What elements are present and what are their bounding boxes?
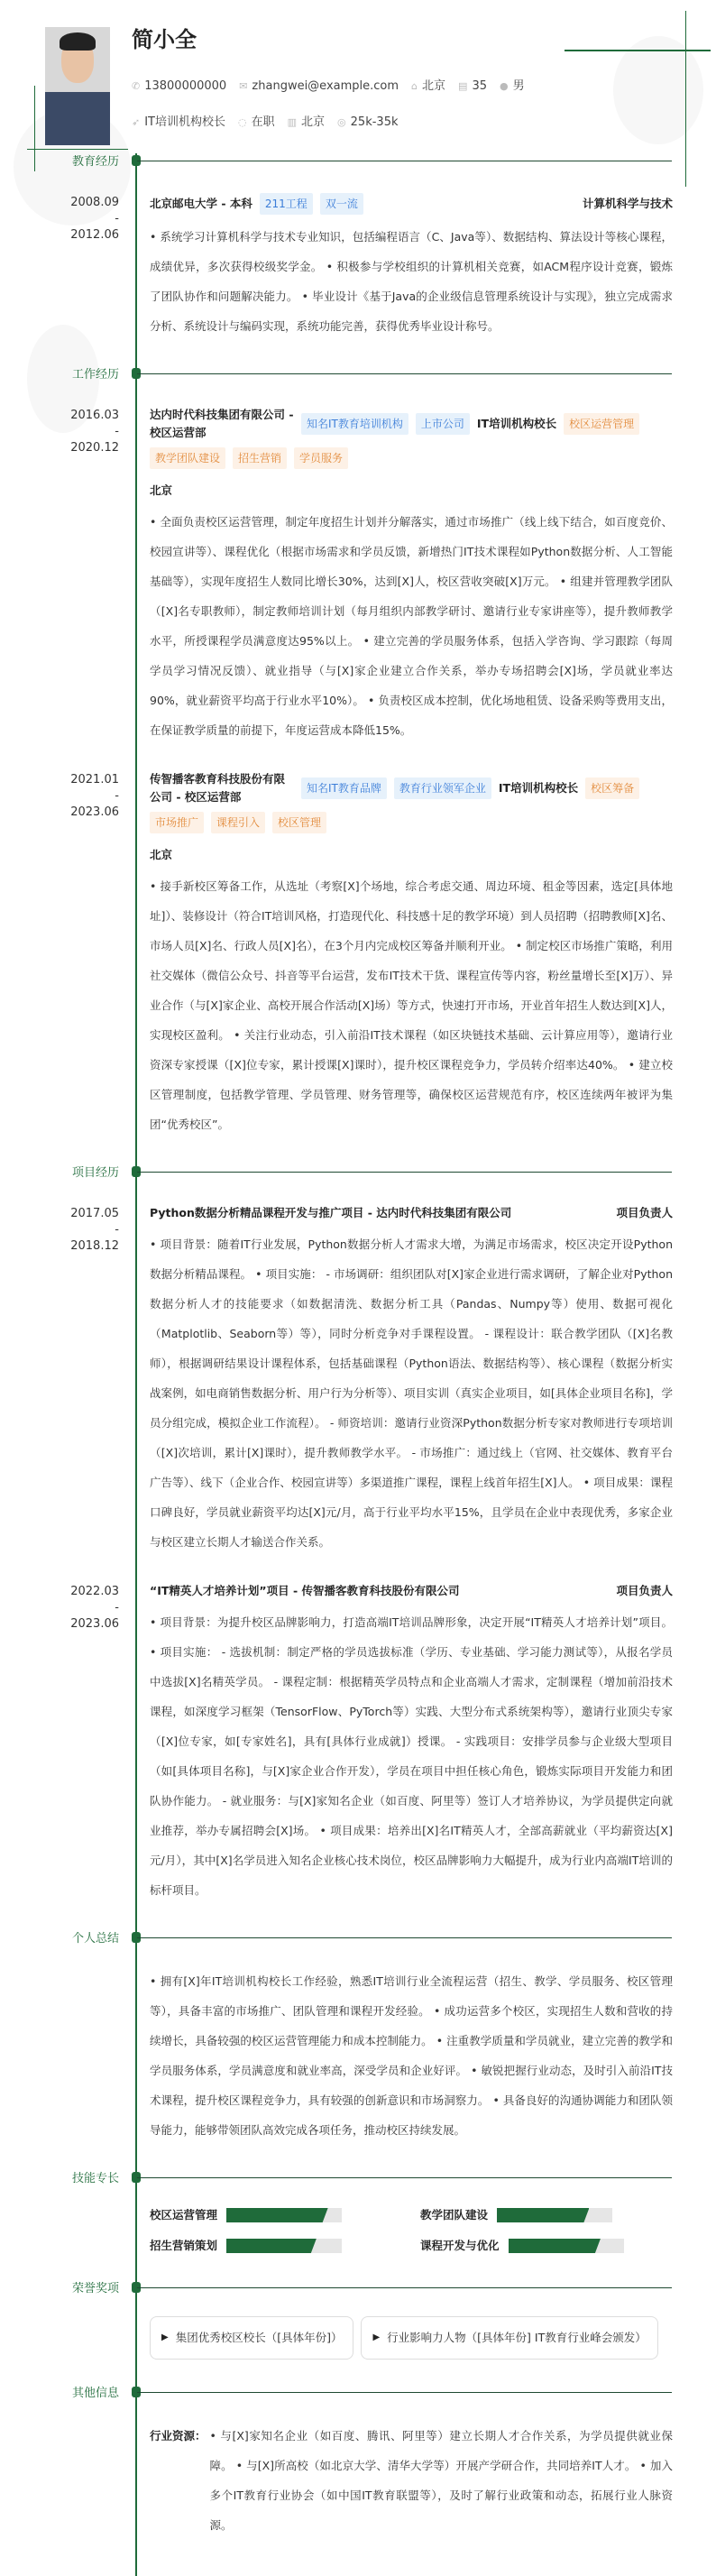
section-title: 教育经历 <box>71 155 119 169</box>
section-title: 项目经历 <box>71 1166 119 1180</box>
candidate-name: 简小全 <box>132 27 197 52</box>
section-title: 荣誉奖项 <box>71 2282 119 2295</box>
section-projects <box>0 1164 716 1179</box>
gender-icon: ● <box>500 80 509 92</box>
skill-bar <box>509 2239 624 2253</box>
contact-row <box>132 78 673 96</box>
description: • 项目背景：随着IT行业发展，Python数据分析人才需求大增，为满足市场需求，校区决定开设Python数据分析精品课程。 • 项目实施： - 市场调研：组织团队对[X]家企业进行需求调研，了解企业对Python数据分析人才的技能要求（如数据清洗、数据分析工具（Pandas、Numpy等）使用、数据可视化（Matplotlib、Seaborn等）等），同时分析竞争对手课程设置。 - 课程设计：联合教学团队（[X]名教师），根据调研结果设计课程体系，包括基础课程（Python语法、数据结构等）、核心课程（数据分析实战案例，如电商销售数据分析、用户行为分析等）、项目实训（真实企业项目，如[具体企业项目名称]，学员分组完成，模拟企业工作流程）。 - 师资培训：邀请行业资深Python数据分析专家对教师进行专项培训（[X]次培训，累计[X]课时），提升教师教学水平。 - 市场推广：通过线上（官网、社交媒体、教育平台广告等）、线下（企业合作、校园宣讲等）多渠道推广课程，课程上线首年招生[X]人。 • 项目成果：课程口碑良好，学员就业薪资平均达[X]元/月，高于行业平均水平15%，且学员在企业中表现优秀，多家企业与校区建立长期人才输送合作关系。 <box>150 1237 673 1549</box>
divider <box>137 1937 672 1938</box>
other-text: • 与[X]家知名企业（如百度、腾讯、阿里等）建立长期人才合作关系，为学员提供就业保障。 • 与[X]所高校（如北京大学、清华大学等）开展产学研合作，共同培养IT人才。 • 加入多个IT教育行业协会（如中国IT教育联盟等），及时了解行业政策和动态，拓展行业人脉资源。 <box>209 2429 673 2532</box>
location: 北京 <box>150 483 173 497</box>
section-title: 个人总结 <box>71 1932 119 1946</box>
education-entry <box>0 189 716 341</box>
tag: 教学团队建设 <box>150 447 225 469</box>
role: IT培训机构校长 <box>498 781 579 795</box>
tag: 知名IT教育培训机构 <box>301 413 408 435</box>
project-title: “IT精英人才培养计划”项目 - 传智播客教育科技股份有限公司 <box>150 1584 460 1597</box>
skill-item: 招生营销策划 <box>150 2237 402 2255</box>
award-item: ▶ 行业影响力人物（[具体年份] IT教育行业峰会颁发） <box>361 2316 657 2360</box>
school: 北京邮电大学 - 本科 <box>150 197 252 210</box>
tag: 211工程 <box>260 193 313 215</box>
award-item: ▶ 集团优秀校区校长（[具体年份]） <box>150 2316 353 2360</box>
tag: 市场推广 <box>150 812 204 833</box>
tag: 校区运营管理 <box>564 413 639 435</box>
age: 35 <box>472 79 487 93</box>
skill-item: 校区运营管理 <box>150 2206 402 2224</box>
tag: 校区管理 <box>272 812 326 833</box>
project-role: 项目负责人 <box>616 1206 673 1219</box>
description: • 接手新校区筹备工作，从选址（考察[X]个场地，综合考虑交通、周边环境、租金等因素，选定[具体地址]）、装修设计（符合IT培训风格，打造现代化、科技感十足的教学环境）到人员招聘（招聘教师[X]名、市场人员[X]名、行政人员[X]名），在3个月内完成校区筹备并顺利开业。 • 制定校区市场推广策略，利用社交媒体（微信公众号、抖音等平台运营，发布IT技术干货、课程宣传等内容，粉丝量增长至[X]万）、异业合作（与[X]家企业、高校开展合作活动[X]场）等方式，快速打开市场，开业首年招生人数达到[X]人，实现校区盈利。 • 关注行业动态，引入前沿IT技术课程（如区块链技术基础、云计算应用等），邀请行业资深专家授课（[X]位专家，累计授课[X]课时），提升校区课程竞争力，学员转介绍率达40%。 • 建立校区管理制度，包括教学管理、学员管理、财务管理等，确保校区运营规范有序，校区连续两年被评为集团“优秀校区”。 <box>150 879 673 1131</box>
summary-text: • 拥有[X]年IT培训机构校长工作经验，熟悉IT培训行业全流程运营（招生、教学、学员服务、校区管理等），具备丰富的市场推广、团队管理和课程开发经验。 • 成功运营多个校区，实现招生人数和营收的持续增长，具备较强的校区运营管理能力和成本控制能力。 • 注重教学质量和学员就业，建立完善的教学和学员服务体系，学员满意度和就业率高，深受学员和企业好评。 • 敏锐把握行业动态，及时引入前沿IT技术课程，提升校区课程竞争力，具有较强的创新意识和市场洞察力。 • 具备良好的沟通协调能力和团队领导能力，能够带领团队高效完成各项任务，推动校区持续发展。 <box>150 1974 673 2137</box>
tag: 教育行业领军企业 <box>394 777 491 799</box>
tag: 知名IT教育品牌 <box>301 777 387 799</box>
section-summary <box>0 1930 716 1945</box>
date-range: 2021.01 - 2023.06 <box>70 773 119 819</box>
location: 北京 <box>150 848 173 861</box>
section-education <box>0 153 716 168</box>
city: 北京 <box>422 79 446 93</box>
tag: 上市公司 <box>416 413 470 435</box>
tag: 课程引入 <box>211 812 265 833</box>
description: • 系统学习计算机科学与技术专业知识，包括编程语言（C、Java等）、数据结构、算法设计等核心课程，成绩优异，多次获得校级奖学金。 • 积极参与学校组织的计算机相关竞赛，如ACM程序设计竞赛，锻炼了团队协作和问题解决能力。 • 毕业设计《基于Java的企业级信息管理系统设计与实现》，独立完成需求分析、系统设计与编码实现，系统功能完善，获得优秀毕业设计称号。 <box>150 230 673 333</box>
project-entry <box>0 1201 716 1557</box>
send-icon: ➶ <box>132 116 141 128</box>
profile-header <box>132 25 673 153</box>
description: • 全面负责校区运营管理，制定年度招生计划并分解落实，通过市场推广（线上线下结合，如百度竞价、校园宣讲等）、课程优化（根据市场需求和学员反馈，新增热门IT技术课程如Python数据分析、人工智能基础等），实现年度招生人数同比增长30%，达到[X]人，校区营收突破[X]万元。 • 组建并管理教学团队（[X]名专职教师），制定教师培训计划（每月组织内部教学研讨、邀请行业专家讲座等），提升教师教学水平，所授课程学员满意度达95%以上。 • 建立完善的学员服务体系，包括入学咨询、学习跟踪（每周学员学习情况反馈）、就业指导（与[X]家企业建立合作关系，举办专场招聘会[X]场，学员就业率达90%，就业薪资平均高于行业水平10%）。 • 负责校区成本控制，优化场地租赁、设备采购等费用支出，在保证教学质量的前提下，年度运营成本降低15%。 <box>150 515 673 737</box>
section-work <box>0 366 716 381</box>
skill-bar <box>226 2208 342 2222</box>
status-icon: ◌ <box>238 116 247 128</box>
position: IT培训机构校长 <box>144 115 225 129</box>
skill-bar <box>497 2208 612 2222</box>
awards-list <box>0 2316 716 2360</box>
email: zhangwei@example.com <box>252 79 399 93</box>
skill-bar-fill <box>497 2208 589 2222</box>
avatar <box>45 27 110 145</box>
home-icon: ⌂ <box>411 80 418 92</box>
skill-item: 课程开发与优化 <box>420 2237 673 2255</box>
tag: 双一流 <box>320 193 363 215</box>
triangle-icon: ▶ <box>372 2332 381 2342</box>
phone-icon: ✆ <box>132 80 141 92</box>
job-intent-row <box>132 114 673 132</box>
section-title: 其他信息 <box>71 2387 119 2400</box>
section-title: 工作经历 <box>71 368 119 382</box>
tag: 学员服务 <box>294 447 348 469</box>
major: 计算机科学与技术 <box>582 197 673 210</box>
section-other <box>0 2385 716 2399</box>
section-awards <box>0 2280 716 2295</box>
email-icon: ✉ <box>239 80 248 92</box>
divider <box>137 2287 672 2288</box>
date-range: 2017.05 - 2018.12 <box>70 1207 119 1253</box>
decor-line <box>27 149 128 150</box>
date-range: 2008.09 - 2012.06 <box>70 196 119 242</box>
gender: 男 <box>512 79 525 93</box>
section-title: 技能专长 <box>71 2172 119 2185</box>
section-skills <box>0 2170 716 2185</box>
divider <box>137 2392 672 2393</box>
salary: 25k-35k <box>350 115 399 129</box>
phone: 13800000000 <box>144 79 227 93</box>
tag: 校区筹备 <box>585 777 639 799</box>
other-entry <box>0 2421 716 2540</box>
work-entry <box>0 767 716 1139</box>
company: 传智播客教育科技股份有限公司 - 校区运营部 <box>150 772 286 804</box>
divider <box>137 2177 672 2178</box>
salary-icon: ◎ <box>337 116 346 128</box>
company: 达内时代科技集团有限公司 - 校区运营部 <box>150 408 294 439</box>
divider <box>137 1172 672 1173</box>
skill-bar-fill <box>226 2208 328 2222</box>
skill-bar-fill <box>509 2239 601 2253</box>
triangle-icon: ▶ <box>161 2332 169 2342</box>
tag: 招生营销 <box>233 447 287 469</box>
role: IT培训机构校长 <box>476 417 557 430</box>
work-entry <box>0 402 716 745</box>
date-range: 2016.03 - 2020.12 <box>70 409 119 455</box>
building-icon: ▥ <box>287 116 298 128</box>
skills-grid <box>0 2206 716 2255</box>
project-role: 项目负责人 <box>616 1584 673 1597</box>
other-label: 行业资源： <box>150 2429 207 2443</box>
target-city: 北京 <box>301 115 326 129</box>
skill-bar-fill <box>226 2239 317 2253</box>
skill-item: 教学团队建设 <box>420 2206 673 2224</box>
status: 在职 <box>251 115 275 129</box>
project-title: Python数据分析精品课程开发与推广项目 - 达内时代科技集团有限公司 <box>150 1206 512 1219</box>
skill-bar <box>226 2239 342 2253</box>
date-range: 2022.03 - 2023.06 <box>70 1585 119 1631</box>
description: • 项目背景：为提升校区品牌影响力，打造高端IT培训品牌形象，决定开展“IT精英人才培养计划”项目。 • 项目实施： - 选拔机制：制定严格的学员选拔标准（学历、专业基础、学习能力测试等），从报名学员中选拔[X]名精英学员。 - 课程定制：根据精英学员特点和企业高端人才需求，定制课程（增加前沿技术课程，如深度学习框架（TensorFlow、PyTorch等）实践、大型分布式系统架构等），邀请行业顶尖专家（[X]位专家，如[专家姓名]，具有[具体行业成就]）授课。 - 实践项目：安排学员参与企业级大型项目（如[具体项目名称]，与[X]家企业合作开发），学员在项目中担任核心角色，锻炼实际项目开发能力和团队协作能力。 - 就业服务：与[X]家知名企业（如百度、阿里等）签订人才培养协议，为学员提供定向就业推荐，举办专属招聘会[X]场。 • 项目成果：培养出[X]名IT精英人才，全部高薪就业（平均薪资达[X]元/月），其中[X]名学员进入知名企业核心技术岗位，校区品牌影响力大幅提升，成为行业内高端IT培训的标杆项目。 <box>150 1615 673 1897</box>
project-entry <box>0 1578 716 1905</box>
divider <box>137 373 672 374</box>
summary-entry <box>0 1966 716 2145</box>
age-icon: ▤ <box>458 80 468 92</box>
